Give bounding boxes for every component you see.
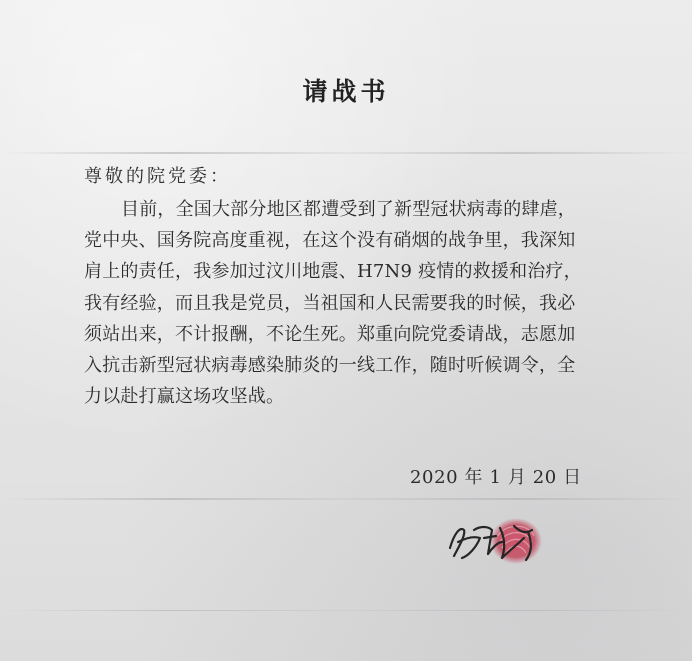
signature-with-fingerprint (440, 508, 560, 578)
body-line: 肩上的责任，我参加过汶川地震、H7N9 疫情的救援和治疗， (84, 261, 582, 283)
letter-body (84, 194, 644, 412)
body-line: 党中央、国务院高度重视，在这个没有硝烟的战争里，我深知 (84, 230, 576, 252)
body-line: 我有经验，而且我是党员，当祖国和人民需要我的时候，我必 (84, 292, 576, 314)
fingerprint-mark (490, 518, 542, 564)
salutation: 尊敬的院党委： (84, 166, 231, 187)
body-line: 须站出来，不计报酬，不论生死。郑重向院党委请战，志愿加 (84, 323, 576, 345)
paper-fold-line (0, 152, 692, 154)
paper-fold-line (0, 498, 692, 500)
body-line: 力以赴打赢这场攻坚战。 (84, 386, 285, 408)
paper-fold-line (0, 610, 692, 611)
document-title: 请战书 (302, 77, 390, 106)
body-line: 入抗击新型冠状病毒感染肺炎的一线工作，随时听候调令，全 (84, 355, 576, 377)
letter-date: 2020 年 1 月 20 日 (410, 467, 582, 488)
body-line: 目前，全国大部分地区都遭受到了新型冠状病毒的肆虐， (121, 199, 576, 220)
